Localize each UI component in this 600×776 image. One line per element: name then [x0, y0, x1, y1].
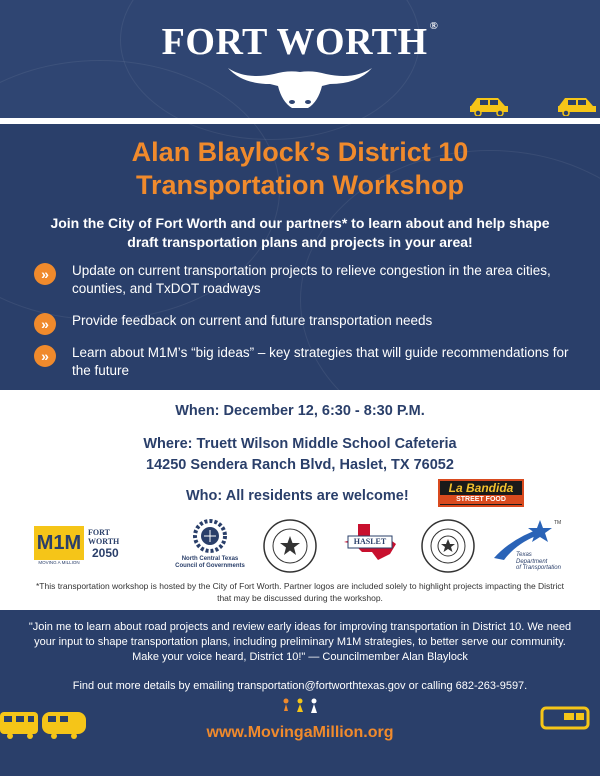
chevron-right-icon: » [34, 313, 56, 335]
nctcog-name: Council of Governments [175, 563, 245, 569]
train-icon [0, 706, 90, 740]
councilmember-quote: "Join me to learn about road projects and review early ideas for improving transportation in District 10. We need your input to shape transportation plans, including preliminary M1M strategies, to better serve our community. Make your voice heard, District 10!" — Councilmember Alan Blaylock [28, 621, 572, 663]
chevron-right-icon: » [34, 345, 56, 367]
list-item [34, 262, 574, 298]
m1m-logo: M1M [34, 526, 84, 560]
taxi-icon [468, 94, 510, 116]
year-2050: 2050 [92, 546, 119, 560]
event-location: Where: Truett Wilson Middle School Cafeteria [143, 436, 457, 452]
txdot-name-line: of Transportation [516, 565, 561, 571]
taxi-icon [556, 94, 598, 116]
haslet-text: HASLET [353, 537, 387, 546]
txdot-name-line: Texas [516, 552, 532, 558]
header-divider [0, 118, 600, 124]
title-line-1: Alan Blaylock’s District 10 [131, 137, 469, 167]
txdot-name [516, 552, 561, 572]
bullet-text: Provide feedback on current and future transportation needs [72, 313, 433, 328]
chevron-right-icon: » [34, 263, 56, 285]
disclaimer-text: *This transportation workshop is hosted by the City of Fort Worth. Partner logos are included solely to highlight projects impacting the District that may be discussed during the workshop. [35, 581, 565, 603]
contact-info: Find out more details by emailing transportation@fortworthtexas.gov or calling 682-263-9597. [72, 680, 528, 692]
bullet-text: Update on current transportation projects to relieve congestion in the area cities, counties, and TxDOT roadways [72, 263, 551, 296]
bullet-list [34, 262, 574, 390]
tarrant-county-seal [420, 518, 476, 574]
footer-section [0, 610, 600, 776]
nctcog-name: North Central Texas [181, 556, 239, 562]
seal-icon [262, 518, 318, 574]
txdot-logo [492, 518, 566, 574]
haslet-logo [340, 522, 400, 570]
event-who: Who: All residents are welcome! [186, 488, 409, 504]
event-when: When: December 12, 6:30 - 8:30 P.M. [175, 403, 425, 419]
event-where [0, 434, 600, 476]
website-link[interactable]: www.MovingaMillion.org [206, 724, 394, 741]
denton-county-seal [262, 518, 318, 574]
trademark: TM [554, 520, 562, 526]
txdot-name-line: Department [516, 558, 548, 565]
nctcog-logo [170, 518, 250, 578]
list-item [34, 344, 574, 380]
people-icon [280, 697, 324, 717]
la-bandida-logo [438, 479, 524, 507]
page-title [0, 136, 600, 202]
longhorn-icon [226, 58, 374, 110]
sponsor-tagline: STREET FOOD [440, 495, 522, 504]
event-address: 14250 Sendera Ranch Blvd, Haslet, TX 76052 [146, 457, 454, 473]
sponsor-name: La Bandida [448, 481, 514, 495]
list-item [34, 312, 574, 330]
bullet-text: Learn about M1M’s “big ideas” – key strategies that will guide recommendations for the future [72, 345, 569, 378]
seal-icon [420, 518, 476, 574]
m1m-fort-worth-2050-logo [34, 526, 138, 570]
intro-text: Join the City of Fort Worth and our partners* to learn about and help shape draft transportation plans and projects in your area! [50, 215, 550, 250]
train-icon [540, 704, 590, 734]
registered-mark: ® [429, 20, 439, 32]
partner-logos [30, 518, 570, 578]
fw-logo-text: FORT WORTH [88, 528, 120, 546]
brand-name: FORT WORTH [161, 21, 428, 63]
title-line-2: Transportation Workshop [135, 170, 465, 200]
gear-globe-icon [190, 518, 230, 554]
m1m-subtitle: MOVING A MILLION [38, 560, 80, 565]
